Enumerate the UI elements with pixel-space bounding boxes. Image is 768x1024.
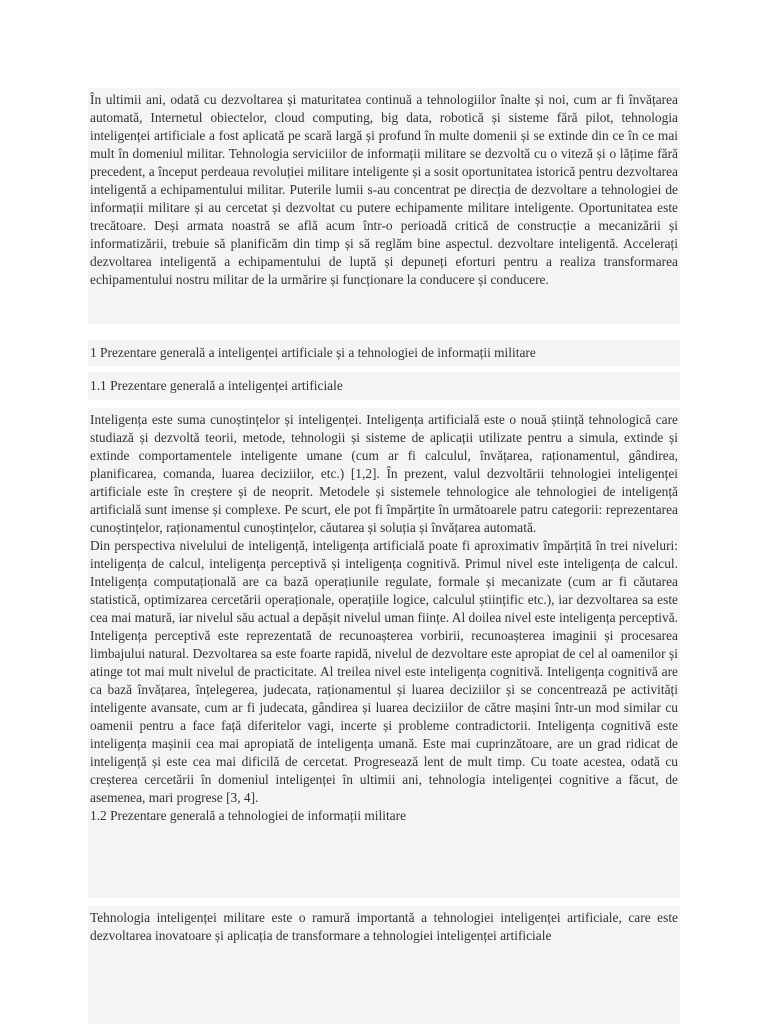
subsection-heading-1-1 [88, 372, 680, 400]
ai-definition-paragraph: Inteligența este suma cunoștințelor și inteligenței. Inteligența artificială este o nouă știință tehnologică care studiază și dezvoltă teorii, metode, tehnologii și sisteme de aplicații utilizate pentru a simula, extinde și extinde comportamentele inteligente umane (cum ar fi calculul, învățarea, raționamentul, gândirea, planificarea, comanda, luarea deciziilor, etc.) [1,2]. În prezent, valul dezvoltării tehnologiei inteligenței artificiale este în creștere și de neoprit. Metodele și sistemele tehnologice ale tehnologiei de inteligență artificială sunt imense și complexe. Pe scurt, ele pot fi împărțite în următoarele patru categorii: reprezentarea cunoștințelor, raționamentul cunoștințelor, căutarea și soluția și învățarea automată. [90, 412, 678, 535]
heading-1-2-text: 1.2 Prezentare generală a tehnologiei de informații militare [90, 808, 407, 823]
heading-1-1-text: 1.1 Prezentare generală a inteligenței artificiale [90, 378, 343, 393]
section-heading-1 [88, 340, 680, 366]
heading-1-text: 1 Prezentare generală a inteligenței artificiale și a tehnologiei de informații militare [90, 345, 536, 360]
ai-levels-paragraph: Din perspectiva nivelului de inteligență, inteligența artificială poate fi aproximativ împărțită în trei niveluri: inteligența de calcul, inteligența perceptivă și inteligența cognitivă. Primul nivel este inteligența de calcul. Inteligența computațională are ca bază operațiunile regulate, formale și mecanizate (cum ar fi căutarea statistică, optimizarea cercetării operaționale, operațiile logice, calculul științific etc.), iar dezvoltarea sa este cea mai matură, iar nivelul său actual a depășit nivelul uman ființe. Al doilea nivel este inteligența perceptivă. Inteligența perceptivă este reprezentată de recunoașterea vorbirii, recunoașterea imaginii și procesarea limbajului natural. Dezvoltarea sa este foarte rapidă, nivelul de dezvoltare este apropiat de cel al oamenilor și atinge tot mai mult nivelul de practicitate. Al treilea nivel este inteligența cognitivă. Inteligența cognitivă are ca bază învățarea, înțelegerea, judecata, raționamentul și luarea deciziilor și se concentrează pe activități inteligente avansate, cum ar fi judecata, gândirea și luarea deciziilor de către mașini într-un mod similar cu oamenii pentru a face față diferitelor vagi, incerte și probleme contradictorii. Inteligența cognitivă este inteligența mașinii cea mai apropiată de inteligența umană. Este mai cuprinzătoare, are un grad ridicat de inteligență și este cea mai dificilă de cercetat. Progresează lent de mult timp. Cu toate acestea, odată cu creșterea cercetării în domeniul inteligenței în ultimii ani, tehnologia inteligenței cognitive a făcut, de asemenea, mari progrese [3, 4]. [90, 538, 678, 805]
military-tech-paragraph: Tehnologia inteligenței militare este o ramură importantă a tehnologiei inteligenței artificiale, care este dezvoltarea inovatoare și aplicația de transformare a tehnologiei inteligenței artificiale [90, 910, 678, 943]
military-tech-section [88, 906, 680, 1024]
ai-overview-section [88, 408, 680, 898]
intro-section [88, 88, 680, 324]
intro-paragraph: În ultimii ani, odată cu dezvoltarea și maturitatea continuă a tehnologiilor înalte și noi, cum ar fi învățarea automată, Internetul obiectelor, cloud computing, big data, robotică și sisteme fără pilot, tehnologia inteligenței artificiale a fost aplicată pe scară largă și profund în multe domenii și se extinde din ce în ce mai mult în domeniul militar. Tehnologia serviciilor de informații militare se dezvoltă cu o viteză și o lățime fără precedent, a început perdeaua revoluției militare inteligente și a sosit oportunitatea istorică pentru dezvoltarea inteligentă a echipamentului militar. Puterile lumii s-au concentrat pe direcția de dezvoltare a tehnologiei de informații militare și au cercetat și dezvoltat cu putere echipamente militare inteligente. Oportunitatea este trecătoare. Deși armata noastră se află acum într-o perioadă critică de construcție a mecanizării și informatizării, trebuie să planificăm din timp și să reglăm bine aspectul. dezvoltare inteligentă. Accelerați dezvoltarea inteligentă a echipamentului de luptă și depuneți eforturi pentru a realiza transformarea echipamentului nostru militar de la urmărire și funcționare la conducere și conducere. [90, 92, 678, 287]
